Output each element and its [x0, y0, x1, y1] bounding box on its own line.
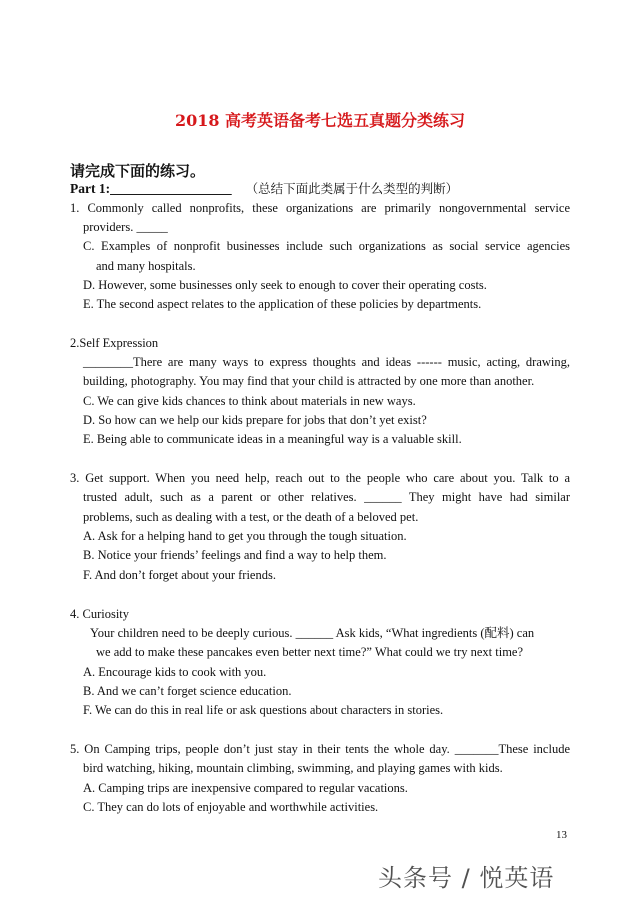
- text-line: 3. Get support. When you need help, reach out to the people who care about you. Talk to a: [70, 471, 570, 485]
- part-hint: （总结下面此类属于什么类型的判断）: [245, 181, 459, 196]
- text-line: bird watching, hiking, mountain climbing, swimming, and playing games with kids.: [83, 761, 503, 775]
- text-line: 5. On Camping trips, people don’t just stay in their tents the whole day. _______These include: [70, 742, 570, 756]
- text-line: building, photography. You may find that your child is attracted by one more than another.: [83, 374, 535, 388]
- text-line: and many hospitals.: [96, 259, 196, 273]
- text-line: F. And don’t forget about your friends.: [83, 568, 276, 582]
- text-line: 1. Commonly called nonprofits, these organizations are primarily nongovernmental service: [70, 201, 570, 215]
- page-number: 13: [556, 829, 567, 841]
- text-line: 4. Curiosity: [70, 607, 130, 621]
- page-title: 2018 高考英语备考七选五真题分类练习: [174, 111, 466, 130]
- text-line: A. Encourage kids to cook with you.: [83, 665, 267, 679]
- text-line: problems, such as dealing with a test, or the death of a beloved pet.: [83, 510, 419, 524]
- text-line: E. Being able to communicate ideas in a meaningful way is a valuable skill.: [83, 432, 462, 446]
- text-line: C. Examples of nonprofit businesses include such organizations as social service agencies: [83, 239, 570, 253]
- text-line: ________There are many ways to express thoughts and ideas ------ music, acting, drawing,: [83, 355, 570, 369]
- text-line: Your children need to be deeply curious. ______ Ask kids, “What ingredients (配料) can: [90, 626, 535, 640]
- text-line: B. And we can’t forget science education.: [83, 684, 292, 698]
- watermark: 头条号 / 悦英语: [378, 864, 555, 892]
- text-line: providers. _____: [83, 220, 168, 234]
- text-line: we add to make these pancakes even better next time?” What could we try next time?: [96, 645, 524, 659]
- text-line: A. Camping trips are inexpensive compared to regular vacations.: [83, 781, 408, 795]
- part-heading: [70, 179, 458, 197]
- instruction: 请完成下面的练习。: [70, 162, 206, 180]
- text-line: D. So how can we help our kids prepare for jobs that don’t yet exist?: [83, 413, 427, 427]
- text-line: C. They can do lots of enjoyable and worthwhile activities.: [83, 800, 379, 814]
- text-line: B. Notice your friends’ feelings and find a way to help them.: [83, 548, 387, 562]
- text-line: C. We can give kids chances to think about materials in new ways.: [83, 394, 416, 408]
- text-line: E. The second aspect relates to the application of these policies by departments.: [83, 297, 482, 311]
- text-line: F. We can do this in real life or ask questions about characters in stories.: [83, 703, 444, 717]
- text-line: 2.Self Expression: [70, 336, 159, 350]
- text-line: trusted adult, such as a parent or other relatives. ______ They might have had similar: [83, 490, 570, 504]
- part-label: Part 1:__________________: [70, 181, 232, 196]
- text-line: D. However, some businesses only seek to enough to cover their operating costs.: [83, 278, 487, 292]
- text-line: A. Ask for a helping hand to get you through the tough situation.: [83, 529, 407, 543]
